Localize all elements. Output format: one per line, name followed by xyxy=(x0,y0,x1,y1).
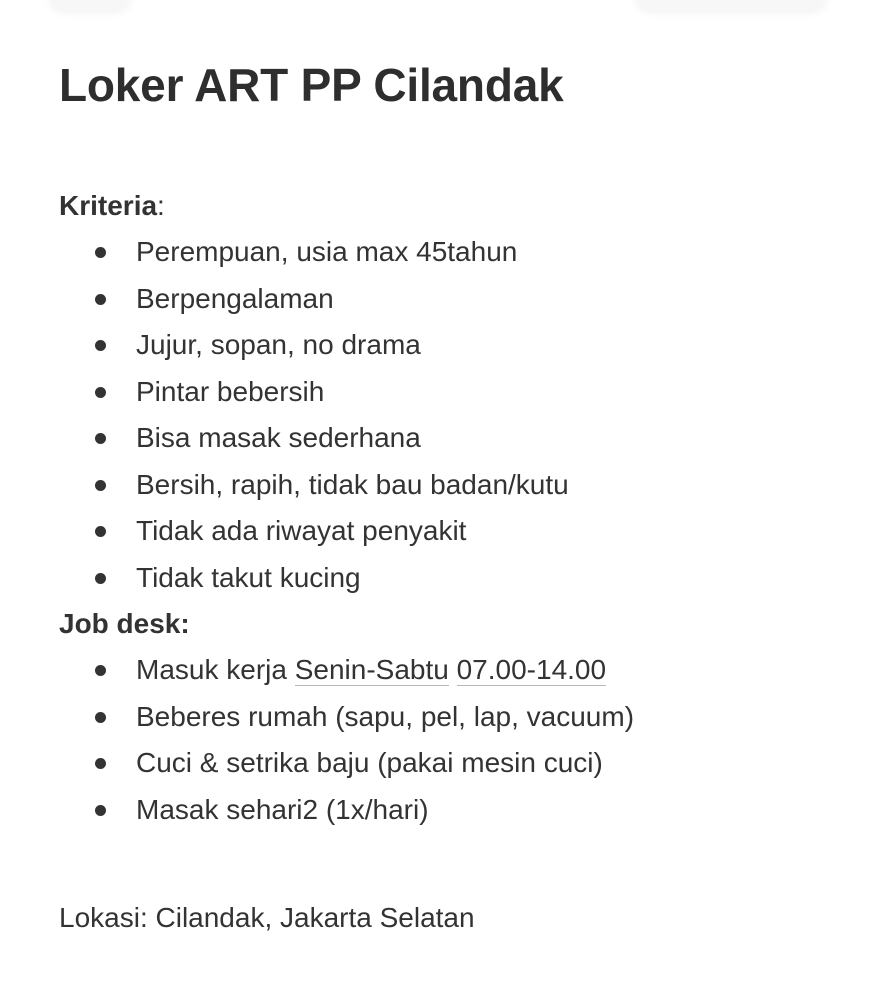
bullet-icon xyxy=(95,526,106,537)
list-item-text: Berpengalaman xyxy=(136,282,334,314)
list-item-text: Pintar bebersih xyxy=(136,375,325,407)
bullet-icon xyxy=(95,712,106,723)
bullet-icon xyxy=(95,294,106,305)
list-item xyxy=(59,276,849,323)
list-item xyxy=(59,369,849,416)
kriteria-heading xyxy=(59,183,849,229)
list-item xyxy=(59,229,849,276)
hours-time-link[interactable]: 07.00-14.00 xyxy=(456,654,607,685)
note-body[interactable] xyxy=(59,55,849,941)
top-toolbar-left-shape xyxy=(50,0,130,10)
list-item-text: Perempuan, usia max 45tahun xyxy=(136,236,518,267)
bullet-icon xyxy=(95,247,106,258)
jobdesk-list xyxy=(59,647,849,833)
bullet-icon xyxy=(95,758,106,769)
list-item-text: Jujur, sopan, no drama xyxy=(136,329,421,360)
list-item-prefix: Masuk kerja xyxy=(136,654,295,685)
list-item-text: Beberes rumah (sapu, pel, lap, vacuum) xyxy=(136,700,635,732)
list-item xyxy=(59,462,849,509)
kriteria-heading-colon: : xyxy=(157,190,165,221)
list-item xyxy=(59,740,849,787)
list-item-space xyxy=(449,654,457,685)
jobdesk-heading: Job desk: xyxy=(59,608,190,639)
top-toolbar-right-shape xyxy=(636,0,826,10)
kriteria-list xyxy=(59,229,849,601)
bullet-icon xyxy=(95,340,106,351)
location-text: Lokasi: Cilandak, Jakarta Selatan xyxy=(59,902,475,933)
list-item xyxy=(59,647,849,694)
list-item-text: Masak sehari2 (1x/hari) xyxy=(136,793,429,825)
bullet-icon xyxy=(95,805,106,816)
list-item-text: Bisa masak sederhana xyxy=(136,422,421,453)
note-title: Loker ART PP Cilandak xyxy=(59,59,564,111)
kriteria-heading-text: Kriteria xyxy=(59,190,158,221)
list-item xyxy=(59,508,849,555)
list-item-text: Tidak takut kucing xyxy=(136,561,361,593)
bullet-icon xyxy=(95,480,106,491)
bullet-icon xyxy=(95,387,106,398)
bullet-icon xyxy=(95,665,106,676)
list-item xyxy=(59,555,849,602)
list-item-text: Cuci & setrika baju (pakai mesin cuci) xyxy=(136,747,603,778)
list-item-text: Bersih, rapih, tidak bau badan/kutu xyxy=(136,468,569,500)
days-date-link[interactable]: Senin-Sabtu xyxy=(294,654,449,685)
list-item xyxy=(59,787,849,834)
list-item xyxy=(59,415,849,462)
bullet-icon xyxy=(95,433,106,444)
list-item xyxy=(59,694,849,741)
list-item-text: Tidak ada riwayat penyakit xyxy=(136,515,467,546)
list-item xyxy=(59,322,849,369)
bullet-icon xyxy=(95,573,106,584)
